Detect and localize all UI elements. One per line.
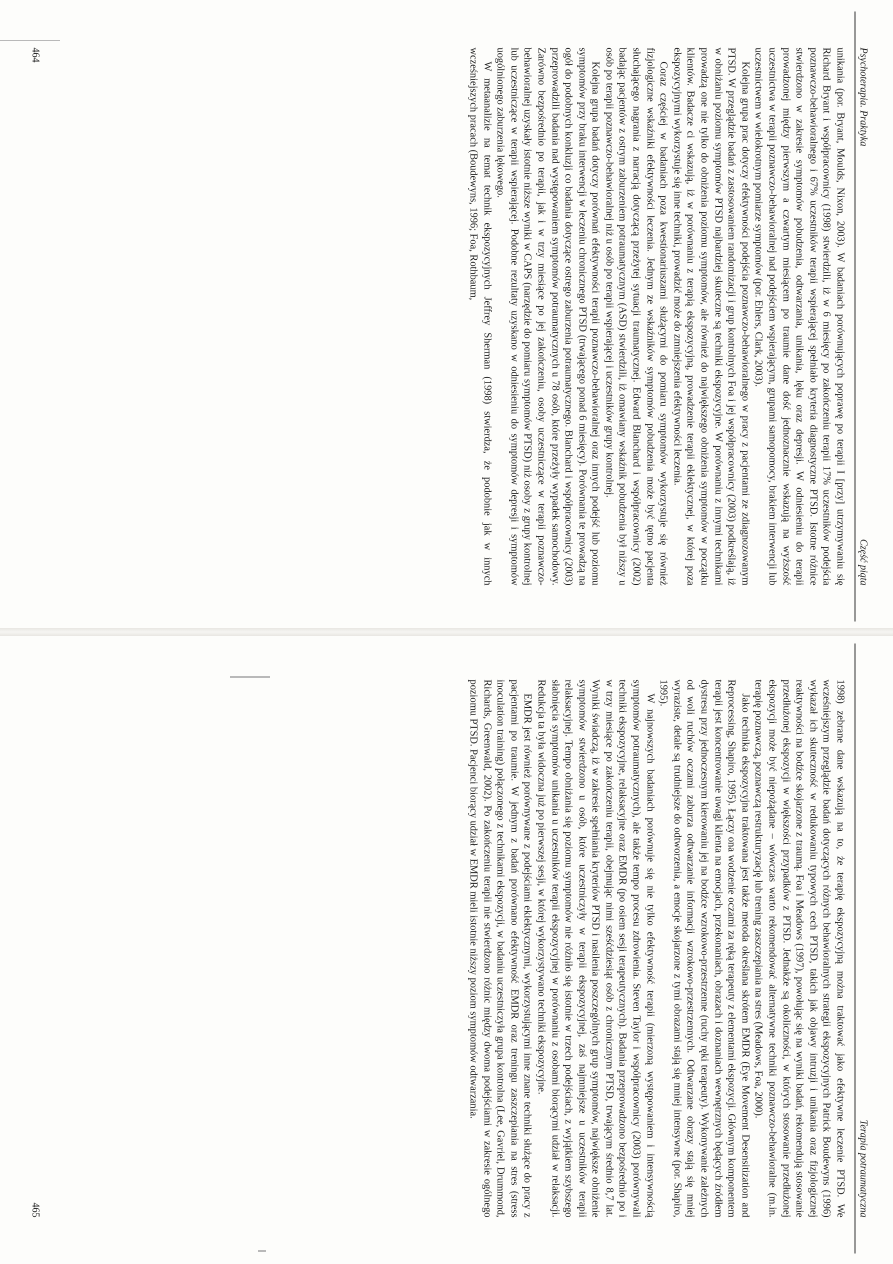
paragraph: Kolejna grupa prac dotyczy efektywności podejścia poznawczo-behawioralnego w pracy z pacjentami ze zdiagnozowanym PTSD. W przeglądzie badań z zastosowaniem randomizacji i grup kontrolnych Foa i jej współpracownicy (2003) podkreślają, iż w obniżaniu poziomu symptomów PTSD najbardziej skuteczne są techniki ekspozycyjne. W porównaniu z innymi technikami prowadzą one nie tylko do obniżenia poziomu symptomów, ale również do największego obniżenia symptomów w początku klientów. Badacze ci wskazują, iż w porównaniu z terapią ekspozycyjną, prowadzenie terapii eklektycznej, w której poza ekspozycyjnymi wykorzystuje się inne techniki, prowadzić może do zmniejszenia efektywności leczenia.	[671, 47, 751, 586]
right-page-content	[0, 644, 893, 1254]
page-number: 465	[29, 1202, 41, 1218]
page-number: 464	[29, 47, 41, 63]
running-header	[855, 12, 869, 622]
running-header-right: Część piąta	[857, 539, 869, 586]
running-header	[855, 644, 869, 1254]
paragraph: EMDR jest również porównywane z podejściami eklektycznymi, wykorzystującymi inne znane techniki służące do pracy z pacjentami po traumie. W jednym z badań porównano efektywność EMDR oraz treningu zaszczepiania na stres (stress inoculation training) połączonego z technikami ekspozycji, w badaniu uczestniczyła grupa kontrolna (Lee, Gavriel, Drummond, Richards, Greenwald, 2002). Po zakończeniu terapii nie stwierdzono różnic między dwoma podejściami w zakresie ogólnego poziomu PTSD. Pacjenci biorący udział w EMDR mieli istotnie niższy poziom symptomów odtwarzania.	[467, 679, 533, 1218]
body-text	[466, 12, 855, 622]
paragraph: unikania (por. Bryant, Moulds, Nixon, 2003). W badaniach porównujących poprawę po terapii I [przy] utrzymywaniu się Richard Bryant i współpracownicy (1998) stwierdzili, iż w 6 miesięcy po zakończeniu terapii 17% uczestników podejścia poznawczo-behawioralnego i 67% uczestników terapii wspierającej spełniało kryteria diagnostyczne PTSD. Istotne różnice stwierdzono w zakresie symptomów pobudzenia, odtwarzania, unikania, lęku oraz depresji. W odniesieniu do terapii prowadzonej między pierwszym a czwartym miesiącem po traumie dane dość jednoznacznie wskazują na wyższość uczestnictwa w terapii poznawczo-behawioralnej nad podejściem wspierającym, grupami samopomocy, brakiem interwencji lub uczestnictwem w wielokrotnym pomiarze symptomów (por. Ehlers, Clark, 2003).	[752, 47, 846, 586]
running-header-right: Terapia potraumatyczna	[857, 1119, 869, 1218]
scan-artifact	[258, 1250, 266, 1252]
paragraph: W najnowszych badaniach porównuje się nie tylko efektywność terapii (mierzoną występowaniem i intensywnością symptomów potraumatycznych), ale także tempo procesu zdrowienia. Steven Taylor i współpracownicy (2003) porównywali techniki ekspozycyjne, relaksacyjne oraz EMDR (po osiem sesji terapeutycznych). Badania przeprowadzono bezpośrednio po i w trzy miesiące po zakończeniu terapii, obejmując nimi sześćdziesiąt osób z chronicznym PTSD, trwającym średnio 8,7 lat. Wyniki świadczą, iż w zakresie spełniania kryteriów PTSD i nasilenia poszczególnych grup symptomów, największe obniżenie symptomów stwierdzono u osób, które uczestniczyły w terapii ekspozycyjnej, zaś najmniejsze u uczestników terapii relaksacyjnej. Tempo obniżania się poziomu symptomów nie różniło się istotnie w trzech podejściach, z wyjątkiem szybszego słabnięcia symptomów unikania u uczestników terapii ekspozycyjnej w porównaniu z osobami biorącymi udział w relaksacji. Redukcja ta była widoczna już po pierwszej sesji, w której wykorzystywano techniki ekspozycyjne.	[535, 679, 656, 1218]
scan-artifact	[230, 676, 270, 678]
paragraph: Coraz częściej w badaniach poza kwestionariuszami służącymi do pomiaru symptomów wykorzystuje się również fizjologiczne wskaźniki efektywności leczenia. Jednym ze wskaźników symptomów pobudzenia może być tętno pacjenta słuchającego nagrania z narracją dotyczącą przeżytej sytuacji traumatycznej. Edward Blanchard i współpracownicy (2002) badając pacjentów z ostrym zaburzeniem potraumatycznym (ASD) stwierdzili, iż omawiany wskaźnik pobudzenia był niższy u osób po terapii poznawczo-behawioralnej niż u osób po terapii wspierającej i uczestników grupy kontrolnej.	[603, 47, 669, 586]
scan-artifact	[0, 40, 60, 41]
paragraph: 1998) zebrane dane wskazują na to, że terapię ekspozycyjną można traktować jako efektywne leczenie PTSD. We wcześniejszym przeglądzie badań dotyczących różnych behawioralnych strategii ekspozycyjnych Patrick Boudewyns (1996) wykazał ich skuteczność w redukowaniu typowych cech PTSD, takich jak objawy intruzji i unikania oraz fizjologicznej reaktywności na bodźce skojarzone z traumą. Foa i Meadows (1997), powołując się na wyniki badań, rekomendują stosowanie przedłużonej ekspozycji w większości przypadków z PTSD. Jednakże są okoliczności, w których stosowanie przedłużonej ekspozycji może być niepożądane – wówczas warto rekomendować alternatywne techniki poznawczo-behawioralne (m.in. terapię poznawczą, poznawczą restrukturyzację lub trening zaszczepiania na stres (Meadows, Foa, 2000).	[752, 679, 846, 1218]
left-page-content	[0, 12, 893, 622]
running-header-left: Psychoterapia. Praktyka	[857, 47, 869, 147]
body-text	[466, 644, 855, 1254]
right-page	[0, 632, 893, 1264]
paragraph: Kolejna grupa badań dotyczy porównań efektywności terapii poznawczo-behawioralnej oraz innych podejść lub poziomu symptomów przy braku interwencji w leczeniu chronicznego PTSD (trwającego ponad 6 miesięcy). Porównania te prowadzą na ogół do podobnych konkluzji co badania dotyczące ostrego zaburzenia potraumatycznego. Blanchard i współpracownicy (2003) przeprowadzili badania nad występowaniem symptomów potraumatycznych u 78 osób, które przeżyły wypadek samochodowy. Zarówno bezpośrednio po terapii, jak i w trzy miesiące po jej zakończeniu, osoby uczestniczące w terapii poznawczo-behawioralnej uzyskały istotnie niższe wyniki w CAPS (narzędzie do pomiaru symptomów PTSD) niż osoby z grupy kontrolnej lub uczestniczące w terapii wspierającej. Podobne rezultaty uzyskano w odniesieniu do symptomów depresji i symptomów uogólnionego zaburzenia lękowego.	[494, 47, 601, 586]
paragraph: Jako technika ekspozycyjna traktowana jest także metoda określana skrótem EMDR (Eye Movement Desensitization and Reprocessing, Shapiro, 1995). Łączy ona wodzenie oczami za ręką terapeuty z elementami ekspozycji. Głównym komponentem terapii jest koncentrowanie uwagi klienta na emocjach, przekonaniach, obrazach i doznaniach wewnętrznych będących źródłem dystresu przy jednoczesnym kierowaniu jej na bodźce wzrokowo-przestrzenne (ruchy ręki terapeuty). Wykonywanie zależnych od woli ruchów oczami zaburza odtwarzanie informacji wzrokowo-przestrzennych. Odtwarzane obrazy stają się mniej wyraziste, detale są trudniejsze do odtworzenia, a emocje skojarzone z tymi obrazami stają się mniej intensywne (por. Shapiro, 1995).	[657, 679, 751, 1218]
paragraph: W metaanalizie na temat technik ekspozycyjnych Jeffrey Sherman (1998) stwierdza, że podobnie jak w innych wcześniejszych pracach (Boudewyns, 1996; Foa, Rothbaum,	[467, 47, 493, 586]
